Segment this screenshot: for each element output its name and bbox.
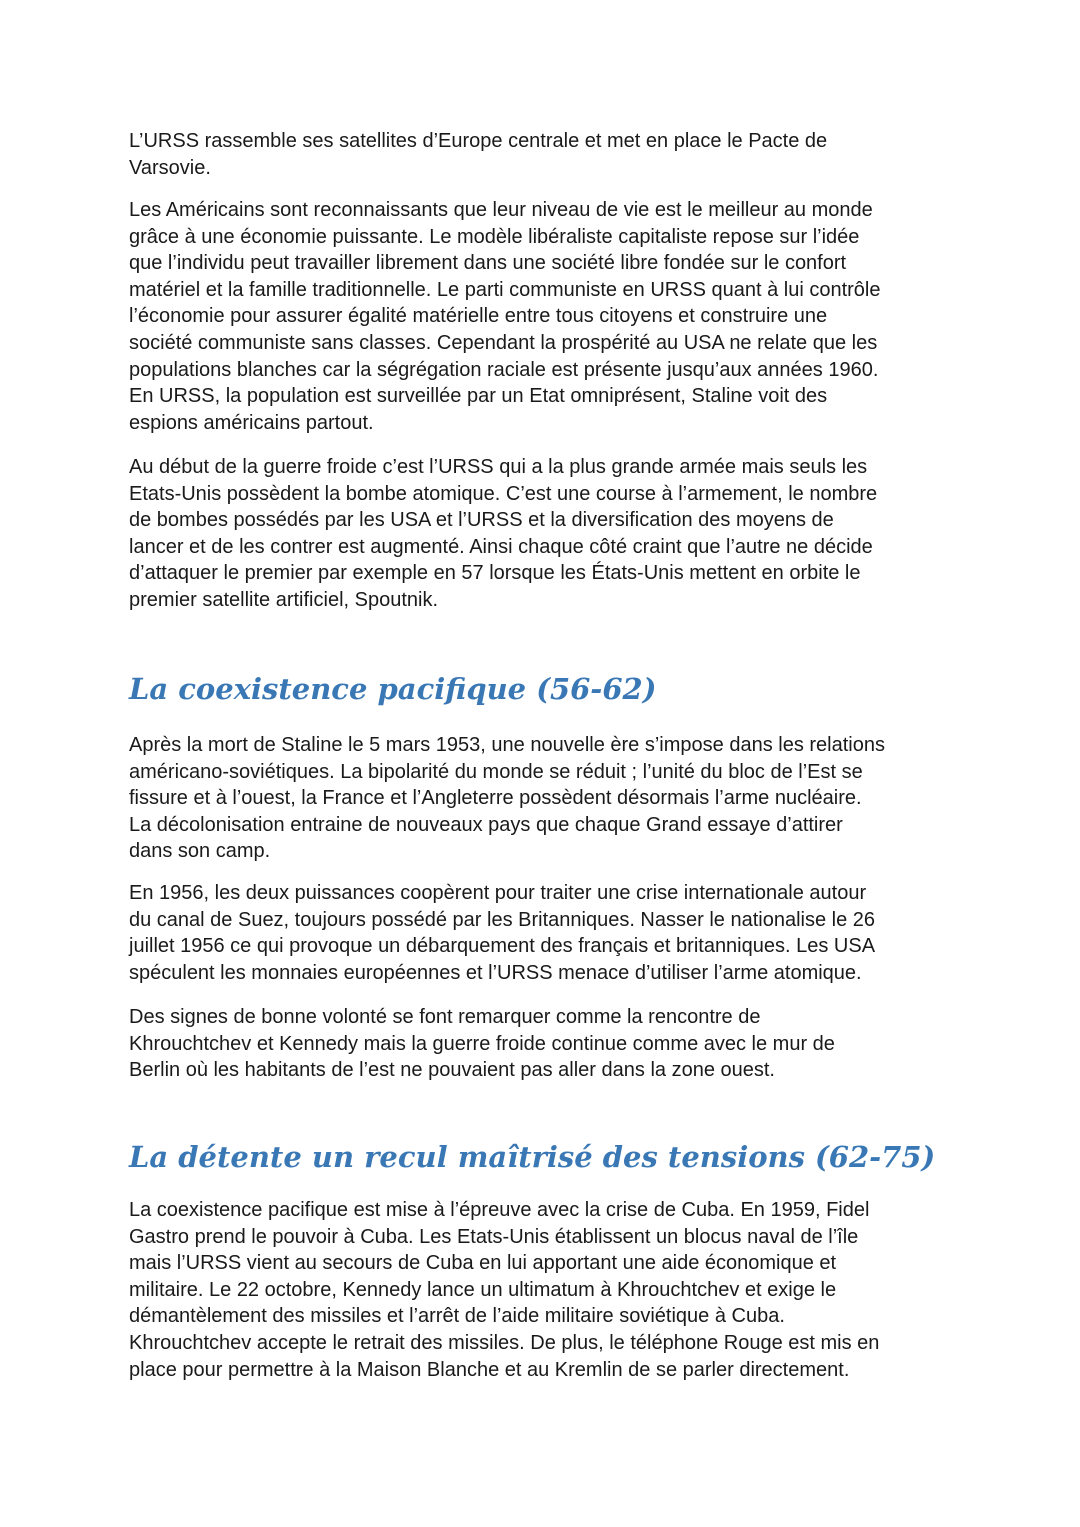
text-line: Varsovie. [129,156,211,179]
text-line: place pour permettre à la Maison Blanche et au Kremlin de se parler directement. [129,1358,850,1381]
text-line: juillet 1956 ce qui provoque un débarquement des français et britanniques. Les USA [129,935,876,958]
text-line: société communiste sans classes. Cependant la prospérité au USA ne relate que les [129,331,878,354]
text-line: Khrouchtchev accepte le retrait des missiles. De plus, le téléphone Rouge est mis en [129,1331,880,1354]
text-line: dans son camp. [129,840,271,863]
text-line: espions américains partout. [129,411,374,434]
section-heading-coexistence: La coexistence pacifique (56-62) [129,672,657,706]
text-line: En URSS, la population est surveillée par un Etat omniprésent, Staline voit des [129,385,828,408]
text-line: Etats-Unis possèdent la bombe atomique. C’est une course à l’armement, le nombre [129,482,878,505]
paragraph-6 [129,1004,835,1084]
text-line: L’URSS rassemble ses satellites d’Europe centrale et met en place le Pacte de [129,130,828,152]
text-line: Après la mort de Staline le 5 mars 1953, une nouvelle ère s’impose dans les relations [129,734,885,756]
paragraph-5 [129,880,875,986]
text-line: que l’individu peut travailler librement dans une société libre fondée sur le confort [129,252,847,275]
text-line: Khrouchtchev et Kennedy mais la guerre froide continue comme avec le mur de [129,1032,835,1055]
paragraph-3 [129,454,877,614]
section-heading-detente: La détente un recul maîtrisé des tensions (62-75) [129,1140,936,1174]
text-line: Gastro prend le pouvoir à Cuba. Les Etats-Unis établissent un blocus naval de l’île [129,1225,859,1248]
text-line: La coexistence pacifique est mise à l’épreuve avec la crise de Cuba. En 1959, Fidel [129,1199,870,1221]
text-line: militaire. Le 22 octobre, Kennedy lance un ultimatum à Khrouchtchev et exige le [129,1278,837,1301]
text-line: premier satellite artificiel, Spoutnik. [129,588,439,611]
text-line: La décolonisation entraine de nouveaux pays que chaque Grand essaye d’attirer [129,813,843,836]
text-line: lancer et de les contrer est augmenté. Ainsi chaque côté craint que l’autre ne décide [129,535,873,558]
text-line: matériel et la famille traditionnelle. Le parti communiste en URSS quant à lui contrôle [129,278,881,301]
text-line: Les Américains sont reconnaissants que leur niveau de vie est le meilleur au monde [129,199,873,221]
paragraph-7 [129,1197,879,1383]
text-line: spéculent les monnaies européennes et l’URSS menace d’utiliser l’arme atomique. [129,961,862,984]
text-line: de bombes possédés par les USA et l’URSS et la diversification des moyens de [129,509,834,532]
text-line: Des signes de bonne volonté se font remarquer comme la rencontre de [129,1006,761,1028]
text-line: du canal de Suez, toujours possédé par les Britanniques. Nasser le nationalise le 26 [129,908,876,931]
text-line: américano-soviétiques. La bipolarité du monde se réduit ; l’unité du bloc de l’Est se [129,760,863,783]
text-line: Berlin où les habitants de l’est ne pouvaient pas aller dans la zone ouest. [129,1059,775,1082]
paragraph-4 [129,732,885,865]
text-line: l’économie pour assurer égalité matérielle entre tous citoyens et construire une [129,305,828,328]
text-line: grâce à une économie puissante. Le modèle libéraliste capitaliste repose sur l’idée [129,225,860,248]
text-line: En 1956, les deux puissances coopèrent pour traiter une crise internationale autour [129,882,867,904]
paragraph-2 [129,197,880,436]
text-line: mais l’URSS vient au secours de Cuba en lui apportant une aide économique et [129,1252,837,1275]
text-line: d’attaquer le premier par exemple en 57 lorsque les États-Unis mettent en orbite le [129,562,861,585]
text-line: populations blanches car la ségrégation raciale est présente jusqu’aux années 1960. [129,358,879,381]
text-line: Au début de la guerre froide c’est l’URSS qui a la plus grande armée mais seuls les [129,456,868,478]
paragraph-1 [129,128,827,181]
text-line: fissure et à l’ouest, la France et l’Angleterre possèdent désormais l’arme nucléaire. [129,787,862,810]
text-line: démantèlement des missiles et l’arrêt de l’aide militaire soviétique à Cuba. [129,1305,785,1328]
